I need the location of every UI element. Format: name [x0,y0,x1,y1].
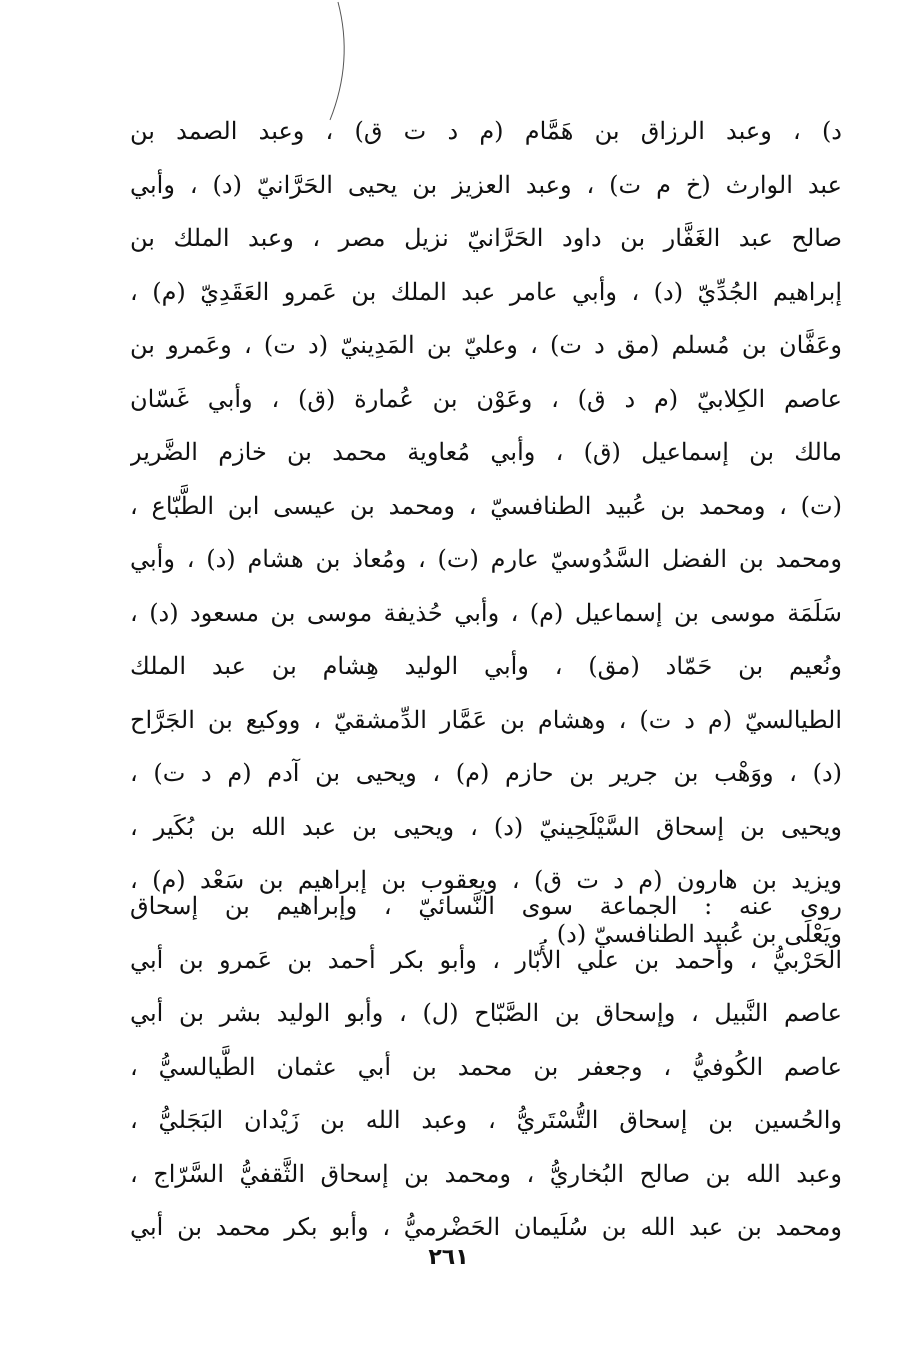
text-line: (د) ، ووَهْب بن جرير بن حازم (م) ، ويحيى بن آدم (م د ت) ، [130,759,842,787]
text-line: ومحمد بن عبد الله بن سُلَيمان الحَضْرميُّ ، وأبو بكر محمد بن أبي [130,1213,842,1241]
text-line: (ت) ، ومحمد بن عُبيد الطنافسيّ ، ومحمد بن عيسى ابن الطَّبّاع ، [130,491,842,520]
text-line: سَلَمَة موسى بن إسماعيل (م) ، وأبي حُذيفة موسى بن مسعود (د) ، [130,598,842,627]
text-line: ويحيى بن إسحاق السَّيْلَحِينيّ (د) ، ويحيى بن عبد الله بن بُكَير ، [130,812,842,841]
text-line: صالح عبد الغَفَّار بن داود الحَرَّانيّ نزيل مصر ، وعبد الملك بن [130,224,842,252]
text-line: عاصم الكِلابيّ (م د ق) ، وعَوْن بن عُمارة (ق) ، وأبي غَسّان [130,384,842,413]
text-line: وعبد الله بن صالح البُخاريُّ ، ومحمد بن إسحاق الثَّقفيُّ السَّرّاج ، [130,1159,842,1188]
text-line: عاصم الكُوفيُّ ، وجعفر بن محمد بن أبي عثمان الطَّيالسيُّ ، [130,1052,842,1081]
text-line: د) ، وعبد الرزاق بن هَمَّام (م د ت ق) ، وعبد الصمد بن [130,117,842,145]
text-line: عاصم النَّبيل ، وإسحاق بن الصَّبّاح (ل) ، وأبو الوليد بشر بن أبي [130,999,842,1027]
text-line: روى عنه : الجماعة سوى النَّسائيّ ، وإبراهيم بن إسحاق [130,892,842,920]
text-line: الطيالسيّ (م د ت) ، وهشام بن عَمَّار الدِّمشقيّ ، ووكيع بن الجَرَّاح [130,705,842,734]
text-line: الحَرْبيُّ ، وأحمد بن علي الأَبّار ، وأبو بكر أحمد بن عَمرو بن أبي [130,945,842,974]
text-line: وعَفَّان بن مُسلم (مق د ت) ، وعليّ بن المَدِينيّ (د ت) ، وعَمرو بن [130,331,842,359]
page-number: ٢٦١ [428,1245,469,1270]
text-line: عبد الوارث (خ م ت) ، وعبد العزيز بن يحيى الحَرَّانيّ (د) ، وأبي [130,170,842,199]
text-line: مالك بن إسماعيل (ق) ، وأبي مُعاوية محمد بن خازم الضَّرير [130,438,842,466]
paragraph-narrated-by [130,880,842,1255]
paragraph-narrators-from [130,105,842,961]
text-line: ويَعْلَى بن عُبيد الطنافسيّ (د) . [541,919,842,948]
text-line: ونُعيم بن حَمّاد (مق) ، وأبي الوليد هِشام بن عبد الملك [130,652,842,680]
text-line: والحُسين بن إسحاق التُّسْتَريُّ ، وعبد الله بن زَيْدان البَجَليُّ ، [130,1106,842,1134]
text-line: ويزيد بن هارون (م د ت ق) ، ويعقوب بن إبراهيم بن سَعْد (م) ، [130,866,842,894]
text-line: إبراهيم الجُدِّيّ (د) ، وأبي عامر عبد الملك بن عَمرو العَقَدِيّ (م) ، [130,277,842,306]
text-line: ومحمد بن الفضل السَّدُوسيّ عارم (ت) ، ومُعاذ بن هشام (د) ، وأبي [130,545,842,573]
